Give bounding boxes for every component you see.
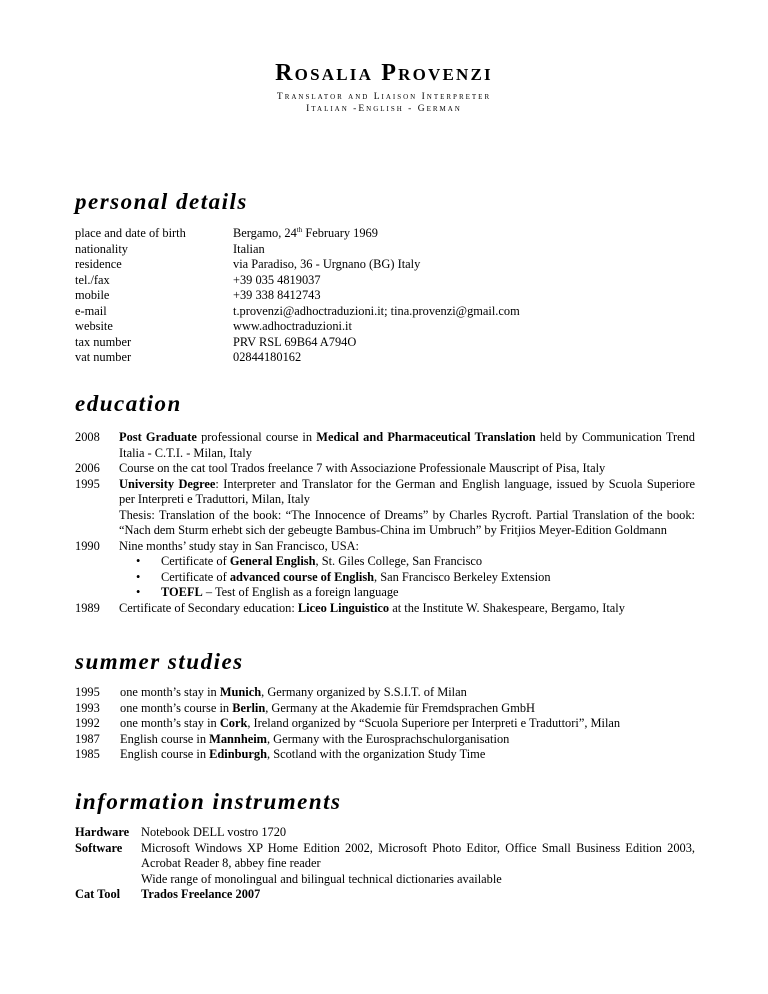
summer-study-row — [75, 685, 695, 701]
bold-text: Cork — [219, 716, 248, 730]
bold-text: Trados Freelance 2007 — [141, 887, 261, 901]
text-run: Wide range of monolingual and bilingual technical dictionaries available — [141, 871, 502, 886]
entry-year: 1995 — [75, 476, 100, 491]
certificate-item — [119, 585, 695, 601]
instrument-line — [141, 872, 695, 888]
text-run: , Ireland organized by “Scuola Superiore per Interpreti e Traduttori”, Milan — [247, 716, 621, 730]
detail-label: tax number — [75, 334, 132, 349]
text-run: , San Francisco Berkeley Extension — [374, 569, 551, 584]
entry-description — [119, 477, 695, 539]
entry-main-text — [119, 539, 695, 555]
bold-text: Mannheim — [209, 731, 267, 746]
entry-description — [119, 430, 695, 461]
entry-year: 1995 — [75, 685, 100, 699]
entry-description — [120, 732, 509, 748]
text-run: Nine months’ study stay in San Francisco, USA: — [119, 538, 359, 553]
instrument-value — [141, 825, 695, 841]
text-run: one month’s stay in — [120, 685, 220, 699]
entry-description — [120, 685, 467, 701]
certificate-list — [119, 554, 695, 601]
detail-value — [233, 226, 695, 242]
instrument-line — [141, 841, 695, 872]
detail-value: t.provenzi@adhoctraduzioni.it; tina.provenzi@gmail.com — [233, 303, 520, 318]
instrument-row — [75, 841, 695, 888]
cv-subtitle-languages: Italian -English - German — [306, 104, 462, 114]
text-run: Certificate of — [161, 554, 230, 568]
entry-year: 1990 — [75, 538, 100, 553]
text-run: – Test of English as a foreign language — [202, 585, 399, 599]
bold-text: Berlin — [232, 700, 266, 715]
detail-value: +39 035 4819037 — [233, 272, 321, 287]
entry-description — [120, 701, 535, 717]
bold-text: TOEFL — [161, 585, 203, 599]
instrument-label: Cat Tool — [75, 887, 121, 901]
text-run: English course in — [120, 747, 210, 761]
text-run: at the Institute W. Shakespeare, Bergamo, Italy — [389, 600, 625, 615]
entry-year: 1987 — [75, 731, 100, 746]
detail-value-part: Bergamo, 24 — [233, 226, 297, 240]
detail-value: via Paradiso, 36 - Urgnano (BG) Italy — [233, 257, 421, 271]
personal-detail-row — [75, 319, 695, 335]
text-run: English course in — [120, 731, 210, 746]
section-title-personal-details: personal details — [75, 189, 248, 214]
detail-label: nationality — [75, 241, 128, 256]
entry-main-text — [119, 461, 695, 477]
education-entry — [75, 430, 695, 461]
entry-main-text — [119, 430, 695, 461]
text-run: Notebook DELL vostro 1720 — [141, 825, 287, 839]
section-title-education: education — [75, 391, 182, 416]
education-entry — [75, 477, 695, 539]
detail-label: tel./fax — [75, 272, 110, 287]
education-entry — [75, 601, 695, 617]
certificate-item — [119, 570, 695, 586]
instrument-line — [141, 887, 695, 903]
personal-details-list — [75, 226, 695, 366]
instrument-row — [75, 825, 695, 841]
instrument-value — [141, 887, 695, 903]
personal-detail-row — [75, 257, 695, 273]
education-list — [75, 430, 695, 616]
personal-detail-row — [75, 242, 695, 258]
detail-value: www.adhoctraduzioni.it — [233, 319, 352, 333]
entry-description — [119, 461, 695, 477]
detail-label: residence — [75, 257, 122, 271]
detail-value: Italian — [233, 241, 265, 256]
summer-study-row — [75, 747, 695, 763]
entry-description — [119, 539, 695, 601]
bold-text: advanced course of English — [229, 569, 375, 584]
instrument-row — [75, 887, 695, 903]
education-entry — [75, 461, 695, 477]
bold-text: General English — [229, 554, 316, 568]
entry-year: 1993 — [75, 700, 100, 715]
text-run: , Germany with the Eurosprachschulorganisation — [266, 731, 510, 746]
entry-thesis-text: Thesis: Translation of the book: “The Innocence of Dreams” by Charles Rycroft. Partial Translation of the book: “Nach dem Sturm erhebt sich der gebeugte Bambus-China im Umbruch” by Fritjios Meyer-Edition Goldmann — [119, 507, 695, 537]
detail-label: mobile — [75, 288, 110, 302]
certificate-item — [119, 554, 695, 570]
text-run: Microsoft Windows XP Home Edition 2002, Microsoft Photo Editor, Office Small Business Edition 2003, Acrobat Reader 8, abbey fine reader — [141, 840, 695, 870]
entry-year: 2006 — [75, 461, 100, 475]
summer-study-row — [75, 732, 695, 748]
entry-main-text — [119, 601, 695, 617]
bold-text: Edinburgh — [209, 747, 267, 761]
personal-detail-row — [75, 288, 695, 304]
text-run: : Interpreter and Translator for the German and English language, issued by Scuola Superiore per Interpreti e Traduttori, Milan, Italy — [119, 476, 696, 506]
personal-detail-row — [75, 273, 695, 289]
personal-detail-row — [75, 350, 695, 366]
instrument-label: Software — [75, 840, 123, 855]
text-run: , Germany at the Akademie für Fremdsprachen GmbH — [265, 700, 535, 715]
text-run: , St. Giles College, San Francisco — [315, 554, 483, 568]
detail-value: PRV RSL 69B64 A794O — [233, 334, 357, 349]
section-title-summer-studies: summer studies — [75, 649, 244, 674]
summer-study-row — [75, 701, 695, 717]
text-run: Certificate of Secondary education: — [119, 600, 298, 615]
entry-year: 1985 — [75, 747, 100, 761]
bold-text: Munich — [219, 685, 262, 699]
entry-year: 1989 — [75, 600, 100, 615]
entry-description — [120, 747, 485, 763]
detail-label: website — [75, 319, 113, 333]
text-run: one month’s stay in — [120, 716, 220, 730]
detail-value: 02844180162 — [233, 350, 302, 364]
instrument-line — [141, 825, 695, 841]
bold-text: Medical and Pharmaceutical Translation — [316, 430, 536, 444]
entry-description — [120, 716, 620, 732]
summer-study-row — [75, 716, 695, 732]
personal-detail-row — [75, 226, 695, 242]
detail-value: +39 338 8412743 — [233, 288, 321, 302]
education-entry — [75, 539, 695, 601]
entry-main-text — [119, 477, 695, 508]
cv-name: Rosalia Provenzi — [275, 60, 493, 86]
section-title-information-instruments: information instruments — [75, 789, 342, 814]
bullet-icon: • — [136, 585, 141, 599]
detail-label: vat number — [75, 350, 132, 364]
text-run: one month’s course in — [120, 700, 233, 715]
text-run: held by Communication Trend Italia - C.T.I. - Milan, Italy — [119, 430, 696, 460]
summer-studies-list — [75, 685, 695, 763]
detail-value-part: February 1969 — [302, 226, 378, 240]
bullet-icon: • — [136, 569, 141, 584]
instrument-label: Hardware — [75, 825, 130, 839]
bold-text: Liceo Linguistico — [297, 600, 390, 615]
text-run: professional course in — [196, 430, 317, 444]
detail-label: place and date of birth — [75, 226, 186, 240]
bold-text: University Degree — [119, 476, 216, 491]
detail-label: e-mail — [75, 303, 107, 318]
instrument-value — [141, 841, 695, 888]
ordinal-suffix: th — [296, 225, 303, 234]
entry-year: 2008 — [75, 430, 100, 444]
bold-text: Post Graduate — [119, 430, 197, 444]
personal-detail-row — [75, 304, 695, 320]
personal-detail-row — [75, 335, 695, 351]
text-run: , Germany organized by S.S.I.T. of Milan — [261, 685, 467, 699]
text-run: , Scotland with the organization Study Time — [267, 747, 486, 761]
text-run: Course on the cat tool Trados freelance 7 with Associazione Professionale Mauscript of Pisa, Italy — [119, 461, 606, 475]
bullet-icon: • — [136, 554, 141, 568]
text-run: Certificate of — [161, 569, 230, 584]
entry-year: 1992 — [75, 716, 100, 730]
entry-description — [119, 601, 695, 617]
information-instruments-list — [75, 825, 695, 903]
cv-subtitle-role: Translator and Liaison Interpreter — [276, 92, 492, 102]
